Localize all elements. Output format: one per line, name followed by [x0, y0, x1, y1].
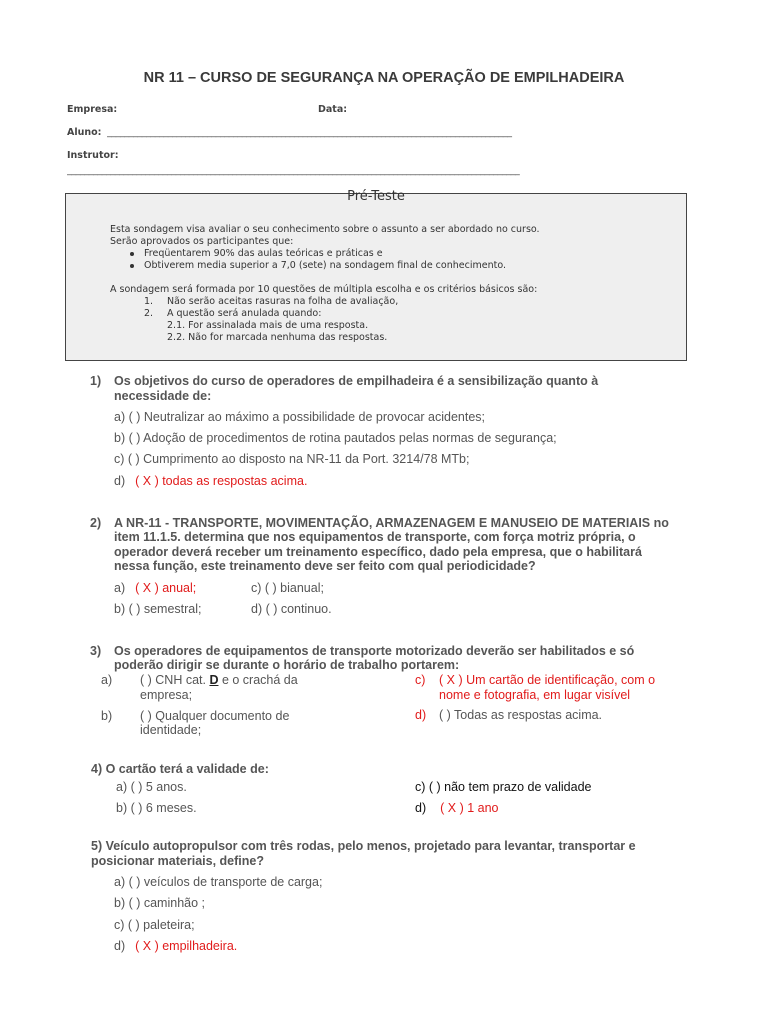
pretest-bullet-1: Freqüentarem 90% das aulas teóricas e práticas e — [130, 248, 383, 259]
q2-number: 2) — [90, 516, 102, 530]
criteria-1-number: 1. — [144, 296, 154, 307]
q3-text-line-1: Os operadores de equipamentos de transporte motorizado deverão ser habilitados e só — [114, 644, 635, 658]
criteria-2-2: 2.2. Não for marcada nenhuma das respostas. — [167, 332, 388, 343]
q1-option-d[interactable]: d) ( X ) todas as respostas acima. — [114, 474, 308, 488]
q1-option-b[interactable]: b) ( ) Adoção de procedimentos de rotina pautados pelas normas de segurança; — [114, 431, 557, 445]
bullet-icon — [130, 264, 134, 268]
page-title: NR 11 – CURSO DE SEGURANÇA NA OPERAÇÃO DE EMPILHADEIRA — [143, 70, 625, 86]
pretest-bullet-2: Obtiverem media superior a 7,0 (sete) na sondagem final de conhecimento. — [130, 260, 506, 271]
q3-option-a-letter: a) — [101, 673, 113, 687]
q1-option-c[interactable]: c) ( ) Cumprimento ao disposto na NR-11 da Port. 3214/78 MTb; — [114, 452, 470, 466]
criteria-1: Não serão aceitas rasuras na folha de avaliação, — [167, 296, 399, 307]
q5-text-line-2: posicionar materiais, define? — [91, 854, 264, 868]
aluno-field[interactable]: _____________________________________________________________________________________________ — [107, 127, 512, 138]
instrutor-label: Instrutor: — [67, 150, 119, 161]
pretest-approval: Serão aprovados os participantes que: — [110, 236, 294, 247]
criteria-2-1: 2.1. For assinalada mais de uma resposta. — [167, 320, 369, 331]
q3-option-b[interactable]: ( ) Qualquer documento de — [140, 709, 290, 723]
q1-number: 1) — [90, 374, 102, 388]
q4-option-d[interactable]: d) ( X ) 1 ano — [415, 801, 499, 815]
q2-option-c[interactable]: c) ( ) bianual; — [251, 581, 324, 595]
q4-option-b[interactable]: b) ( ) 6 meses. — [116, 801, 197, 815]
q5-option-d[interactable]: d) ( X ) empilhadeira. — [114, 939, 238, 953]
pretest-intro: Esta sondagem visa avaliar o seu conhecimento sobre o assunto a ser abordado no curso. — [110, 224, 540, 235]
q1-text-line-1: Os objetivos do curso de operadores de empilhadeira é a sensibilização quanto à — [114, 374, 599, 388]
pretest-title: Pré-Teste — [347, 189, 405, 204]
criteria-2-number: 2. — [144, 308, 154, 319]
q2-text-line-4: nessa função, este treinamento deve ser feito com qual periodicidade? — [114, 559, 536, 573]
criteria-2: A questão será anulada quando: — [167, 308, 322, 319]
q3-text-line-2: poderão dirigir se durante o horário de trabalho portarem: — [114, 658, 460, 672]
q1-text-line-2: necessidade de: — [114, 389, 212, 403]
q2-option-b[interactable]: b) ( ) semestral; — [114, 602, 202, 616]
q5-option-b[interactable]: b) ( ) caminhão ; — [114, 896, 206, 910]
q3-option-d[interactable]: ( ) Todas as respostas acima. — [439, 708, 603, 722]
q5-option-c[interactable]: c) ( ) paleteira; — [114, 918, 195, 932]
q4-option-c[interactable]: c) ( ) não tem prazo de validade — [415, 780, 592, 794]
q3-option-c[interactable]: ( X ) Um cartão de identificação, com o — [439, 673, 656, 687]
q5-option-a[interactable]: a) ( ) veículos de transporte de carga; — [114, 875, 323, 889]
q4-option-a[interactable]: a) ( ) 5 anos. — [116, 780, 187, 794]
q3-option-b-letter: b) — [101, 709, 113, 723]
q3-option-a-line-2: empresa; — [140, 688, 193, 702]
pretest-box — [65, 189, 687, 361]
q3-option-b-line-2: identidade; — [140, 723, 202, 737]
empresa-label: Empresa: — [67, 104, 118, 115]
instrutor-field[interactable]: ________________________________________________________________________________________________________ — [67, 165, 520, 176]
q4-text: 4) O cartão terá a validade de: — [91, 762, 269, 776]
q3-option-c-line-2: nome e fotografia, em lugar visível — [439, 688, 631, 702]
q2-text-line-2: item 11.1.5. determina que nos equipamentos de transporte, com força motriz própria, o — [114, 530, 636, 544]
q3-option-a[interactable]: ( ) CNH cat. D e o crachá da — [140, 673, 298, 687]
q2-option-d[interactable]: d) ( ) continuo. — [251, 602, 332, 616]
q2-text-line-1: A NR-11 - TRANSPORTE, MOVIMENTAÇÃO, ARMAZENAGEM E MANUSEIO DE MATERIAIS no — [114, 516, 669, 530]
bullet-icon — [130, 252, 134, 256]
q2-text-line-3: operador deverá receber um treinamento específico, dado pela empresa, que o habilitará — [114, 545, 642, 559]
q3-number: 3) — [90, 644, 102, 658]
q1-option-a[interactable]: a) ( ) Neutralizar ao máximo a possibilidade de provocar acidentes; — [114, 410, 486, 424]
q2-option-a[interactable]: a) ( X ) anual; — [114, 581, 197, 595]
q3-option-c-letter: c) — [415, 673, 426, 687]
q5-text-line-1: 5) Veículo autopropulsor com três rodas, pelo menos, projetado para levantar, transportar e — [91, 839, 636, 853]
q3-option-d-letter: d) — [415, 708, 427, 722]
pretest-criteria: A sondagem será formada por 10 questões de múltipla escolha e os critérios básicos são: — [110, 284, 538, 295]
aluno-label: Aluno: — [67, 127, 102, 138]
data-label: Data: — [318, 104, 348, 115]
